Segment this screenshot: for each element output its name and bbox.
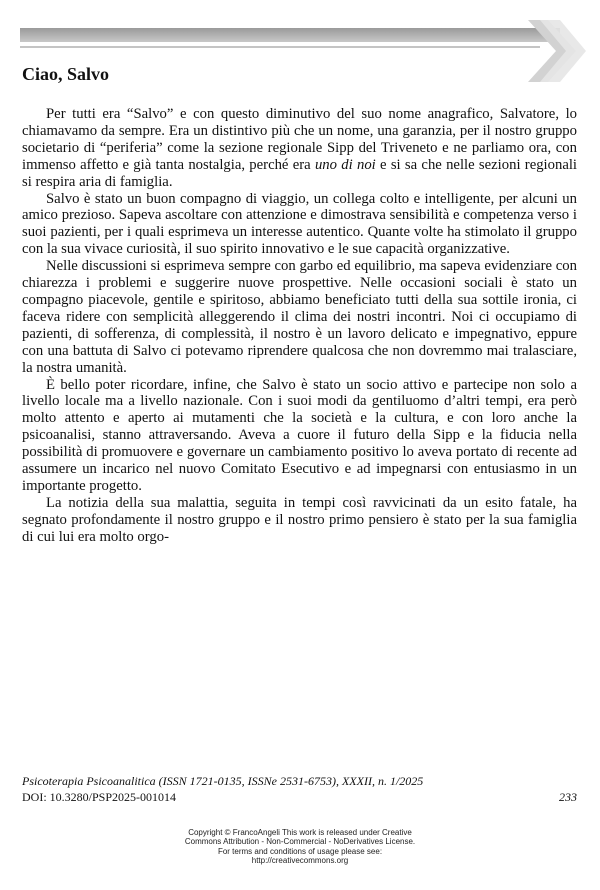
- paragraph-text: Per tutti era “Salvo” e con questo diminutivo del suo nome anagrafico, Salvatore, lo chiamavamo da sempre. Era un distintivo più che un nome, una garanzia, per il nostro gruppo societario di “periferia” come la sezione regionale Sipp del Triveneto e ne parliamo ora, con immenso affetto e già tanta nostalgia, perché era: [22, 106, 577, 173]
- journal-citation: Psicoterapia Psicoanalitica (ISSN 1721-0135, ISSNe 2531-6753), XXXII, n. 1/2025: [22, 774, 424, 788]
- article-body: [22, 106, 577, 546]
- page-number: 233: [559, 790, 577, 804]
- paragraph: Nelle discussioni si esprimeva sempre con garbo ed equilibrio, ma sapeva evidenziare con chiarezza i problemi e suggerire nuove prospettive. Nelle occasioni sociali è stato un compagno piacevole, gentile e spiritoso, abbiamo beneficiato tutti della sua sottile ironia, ci faceva ridere con semplicità alleggerendo il clima dei nostri incontri. Noi ci occupiamo di pazienti, di sofferenza, di complessità, il nostro è un lavoro delicato e impegnativo, eppure con una battuta di Salvo ci potevamo riprendere qualcosa che non dovremmo mai tralasciare, la nostra umanità.: [22, 258, 577, 376]
- copyright-line: Commons Attribution - Non-Commercial - NoDerivatives License.: [184, 837, 416, 847]
- paragraph-text: e si sa che nelle sezioni regionali si respira aria di famiglia.: [22, 156, 578, 190]
- copyright-line: For terms and conditions of usage please see:: [217, 846, 383, 856]
- header-bar: [20, 28, 560, 42]
- paragraph: Salvo è stato un buon compagno di viaggio, un collega colto e intelligente, per alcuni un amico prezioso. Sapeva ascoltare con attenzione e dimostrava sensibilità e competenza verso i suoi pazienti, per i quali esprimeva un interesse autentico. Quante volte ha stimolato il gruppo con la sua vivace curiosità, il suo spirito innovativo e le sue capacità organizzative.: [22, 190, 577, 258]
- chevron-right-icon: [526, 16, 586, 86]
- doi: DOI: 10.3280/PSP2025-001014: [22, 790, 177, 804]
- paragraph: [22, 106, 577, 191]
- paragraph: È bello poter ricordare, infine, che Salvo è stato un socio attivo e partecipe non solo a livello locale ma a livello nazionale. Con i suoi modi da gentiluomo d’altri tempi, era però molto attento e aperto ai mutamenti che la società e la cultura, e con loro anche la psicoanalisi, stanno attraversando. Aveva a cuore il futuro della Sipp e la fiducia nella possibilità di promuovere e governare un cambiamento positivo lo aveva portato di recente ad assumere un incarico nel nuovo Comitato Esecutivo e ad impegnarsi con entusiasmo in un importante progetto.: [22, 376, 577, 494]
- copyright-line: Copyright © FrancoAngeli This work is released under Creative: [188, 828, 412, 837]
- emphasis: uno di noi: [314, 156, 376, 173]
- copyright-link: http://creativecommons.org: [251, 856, 349, 866]
- article-title: Ciao, Salvo: [22, 64, 110, 84]
- paragraph: La notizia della sua malattia, seguita in tempi così ravvicinati da un esito fatale, ha segnato profondamente il nostro gruppo e il nostro primo pensiero è stato per la sua famiglia di cui lui era molto orgo-: [22, 494, 577, 545]
- copyright-notice: [0, 828, 600, 866]
- header-rule: [20, 46, 540, 48]
